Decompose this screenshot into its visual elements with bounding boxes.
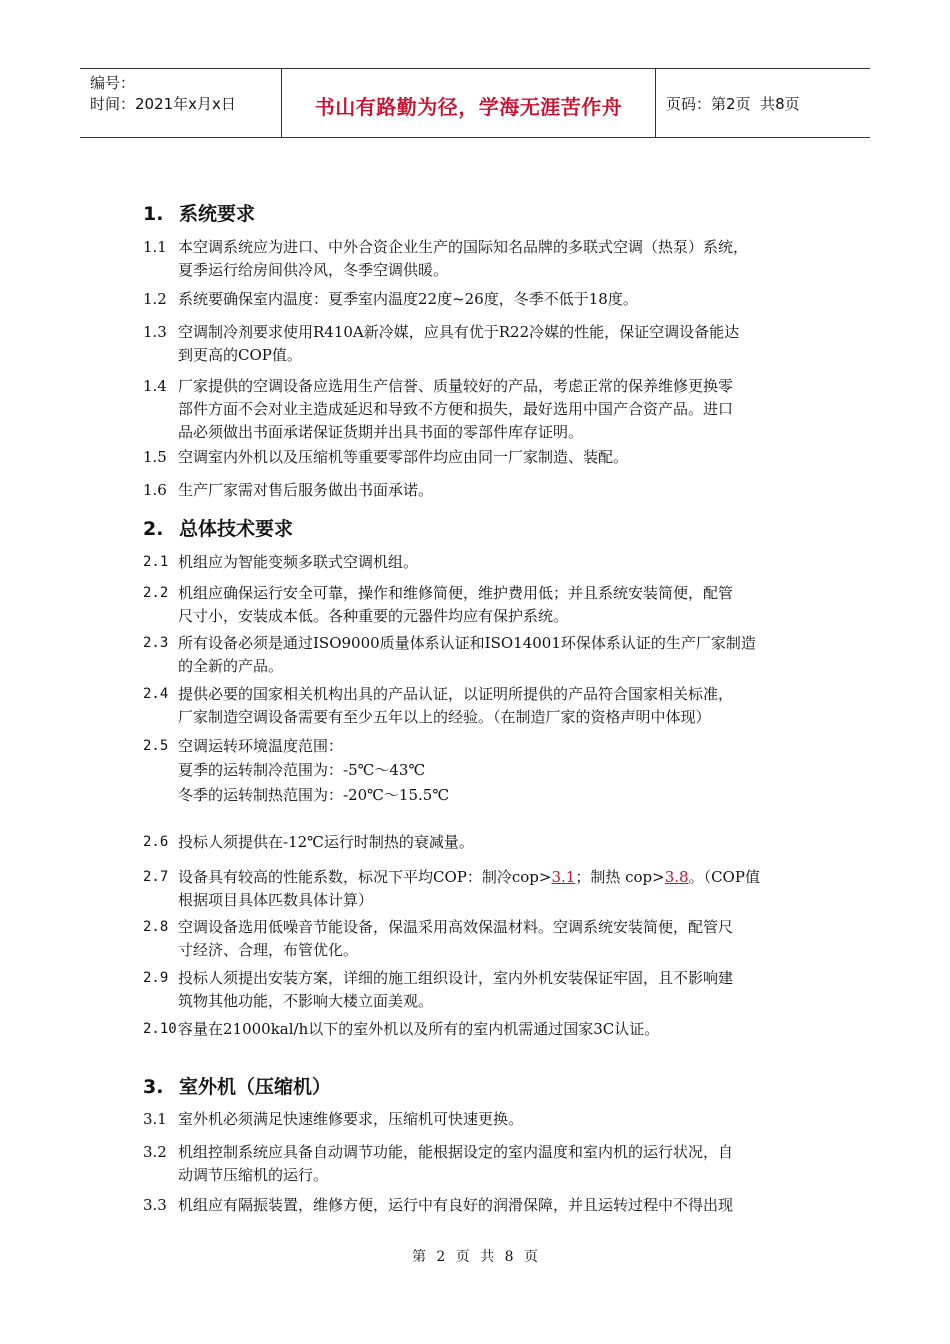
section-heading-3: 3. 室外机（压缩机）: [143, 1076, 332, 1098]
list-item: 2.2 机组应确保运行安全可靠，操作和维修简便，维护费用低；并且系统安装简便，配管 尺寸小，安装成本低。各种重要的元器件均应有保护系统。: [143, 584, 734, 625]
doc-time-label: 时间：2021年x月x日: [90, 95, 236, 113]
list-item: 2.7 设备具有较高的性能系数，标况下平均COP：制冷cop>3.1；制热 cop>3.8。（COP值 根据项目具体匹数具体计算）: [143, 868, 760, 909]
list-item: 3.3 机组应有隔振装置，维修方便，运行中有良好的润滑保障，并且运转过程中不得出现: [143, 1196, 734, 1214]
list-item: 1.4 厂家提供的空调设备应选用生产信誉、质量较好的产品，考虑正常的保养维修更换零 部件方面不会对业主造成延迟和导致不方便和损失，最好选用中国产合资产品。进口 品必须做出书面承诺保证货期并出具书面的零部件库存证明。: [143, 377, 734, 441]
list-item: 1.5 空调室内外机以及压缩机等重要零部件均应由同一厂家制造、装配。: [143, 448, 629, 466]
list-item: 2.1 机组应为智能变频多联式空调机组。: [143, 553, 419, 571]
list-item: 2.10 容量在21000kal/h以下的室外机以及所有的室内机需通过国家3C认证。: [143, 1020, 660, 1038]
page-footer: 第 2 页 共 8 页: [411, 1249, 539, 1265]
cop-heating-value: 3.8: [664, 868, 689, 886]
list-item: 3.1 室外机必须满足快速维修要求，压缩机可快速更换。: [143, 1110, 524, 1128]
section-heading-1: 1. 系统要求: [143, 203, 256, 225]
list-item: 3.2 机组控制系统应具备自动调节功能，能根据设定的室内温度和室内机的运行状况，自 动调节压缩机的运行。: [143, 1143, 734, 1184]
list-item: 1.2 系统要确保室内温度：夏季室内温度22度~26度，冬季不低于18度。: [143, 290, 638, 308]
list-item: 2.5 空调运转环境温度范围： 夏季的运转制冷范围为：-5℃～43℃ 冬季的运转制热范围为：-20℃～15.5℃: [143, 737, 450, 804]
header-motto: 书山有路勤为径，学海无涯苦作舟: [282, 69, 656, 137]
list-item: 2.8 空调设备选用低噪音节能设备，保温采用高效保温材料。空调系统安装简便，配管尺 寸经济、合理，布管优化。: [143, 918, 734, 959]
header-page-info: [656, 69, 870, 137]
cop-cooling-value: 3.1: [551, 868, 576, 886]
page-info-text: 页码：第2页 共8页: [666, 94, 800, 113]
header-meta: [80, 69, 282, 137]
list-item: 2.6 投标人须提供在-12℃运行时制热的衰减量。: [143, 833, 474, 851]
list-item: 1.6 生产厂家需对售后服务做出书面承诺。: [143, 481, 434, 499]
doc-code-label: 编号：: [90, 74, 136, 92]
list-item: 2.9 投标人须提出安装方案，详细的施工组织设计，室内外机安装保证牢固，且不影响建 筑物其他功能，不影响大楼立面美观。: [143, 969, 734, 1010]
list-item: 1.1 本空调系统应为进口、中外合资企业生产的国际知名品牌的多联式空调（热泵）系统， 夏季运行给房间供冷风，冬季空调供暖。: [143, 238, 749, 279]
section-heading-2: 2. 总体技术要求: [143, 518, 294, 540]
list-item: 1.3 空调制冷剂要求使用R410A新冷媒，应具有优于R22冷媒的性能，保证空调设备能达 到更高的COP值。: [143, 323, 740, 364]
list-item: 2.4 提供必要的国家相关机构出具的产品认证，以证明所提供的产品符合国家相关标准， 厂家制造空调设备需要有至少五年以上的经验。（在制造厂家的资格声明中体现）: [143, 685, 734, 726]
page-header: [80, 68, 870, 138]
list-item: 2.3 所有设备必须是通过ISO9000质量体系认证和ISO14001环保体系认证的生产厂家制造 的全新的产品。: [143, 634, 756, 675]
